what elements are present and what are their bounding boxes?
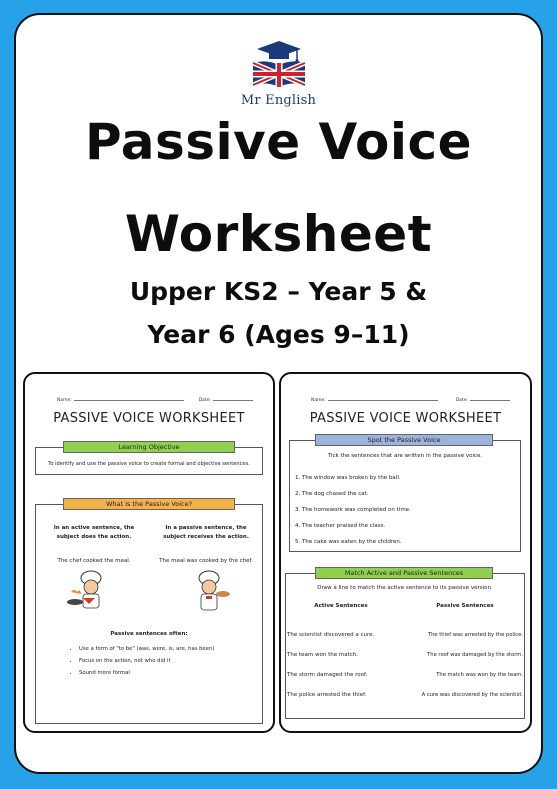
date-label: Date: xyxy=(198,398,211,403)
objective-tag: Learning Objective xyxy=(63,441,235,453)
list-item: 3. The homework was completed on time. xyxy=(295,507,411,513)
title-line-2: Worksheet xyxy=(124,205,433,263)
left-worksheet-preview xyxy=(23,372,275,733)
passive-list xyxy=(403,625,523,705)
right-worksheet-preview xyxy=(279,372,532,733)
list-item: 2. The dog chased the cat. xyxy=(295,491,369,497)
name-date-row xyxy=(281,374,530,403)
list-item: • Sound more formal xyxy=(79,667,214,679)
subtitle-line-2: Year 6 (Ages 9–11) xyxy=(147,320,410,349)
brand-logo xyxy=(16,39,541,108)
list-item: 4. The teacher praised the class. xyxy=(295,523,386,529)
title-line-1: Passive Voice xyxy=(84,113,473,171)
objective-text: To identify and use the passive voice to create formal and objective sentences. xyxy=(48,461,250,467)
name-label: Name: xyxy=(311,398,326,403)
list-item: The match was won by the team. xyxy=(436,672,523,678)
list-item: The team won the match. xyxy=(287,652,359,658)
mortarboard-flag-icon xyxy=(249,39,309,91)
active-desc-line-2: subject does the action. xyxy=(56,534,132,540)
list-item: 1. The window was broken by the ball. xyxy=(295,475,401,481)
list-item: The storm damaged the roof. xyxy=(287,672,368,678)
passive-example: The meal was cooked by the chef. xyxy=(159,558,253,564)
spot-instruction: Tick the sentences that are written in the passive voice. xyxy=(327,453,483,459)
list-item: • Focus on the action, not who did it xyxy=(79,655,214,667)
worksheet-heading: PASSIVE VOICE WORKSHEET xyxy=(53,411,245,426)
worksheet-heading: PASSIVE VOICE WORKSHEET xyxy=(309,411,502,426)
list-item: The police arrested the thief. xyxy=(287,692,367,698)
list-item: The thief was arrested by the police. xyxy=(427,632,523,638)
date-label: Date: xyxy=(455,398,468,403)
active-desc-line-1: In an active sentence, the xyxy=(53,525,135,531)
name-date-row xyxy=(25,374,273,403)
list-item: 5. The cake was eaten by the children. xyxy=(295,539,402,545)
spot-tag: Spot the Passive Voice xyxy=(315,434,493,446)
list-item: The roof was damaged by the storm. xyxy=(427,652,523,658)
chef-cooking-icon xyxy=(67,570,117,612)
passive-header: Passive Sentences xyxy=(436,603,494,609)
often-heading: Passive sentences often: xyxy=(110,631,188,637)
list-item: A cure was discovered by the scientist. xyxy=(421,692,523,698)
passive-description xyxy=(151,524,261,542)
whatis-tag: What Is the Passive Voice? xyxy=(63,498,235,510)
match-instruction: Draw a line to match the active sentence to its passive version. xyxy=(317,585,493,591)
often-list xyxy=(69,643,214,679)
list-item: The scientist discovered a cure. xyxy=(287,632,375,638)
chef-serving-icon xyxy=(187,570,231,612)
passive-desc-line-1: In a passive sentence, the xyxy=(165,525,247,531)
match-tag: Match Active and Passive Sentences xyxy=(315,567,493,579)
list-item: • Use a form of "to be" (was, were, is, are, has been) xyxy=(79,643,214,655)
active-example: The chef cooked the meal. xyxy=(57,558,131,564)
name-label: Name: xyxy=(57,398,72,403)
active-description xyxy=(39,524,149,542)
active-list xyxy=(287,625,403,705)
passive-desc-line-2: subject receives the action. xyxy=(163,534,249,540)
active-header: Active Sentences xyxy=(314,603,368,609)
brand-name: Mr English xyxy=(240,93,317,108)
subtitle-line-1: Upper KS2 – Year 5 & xyxy=(129,277,428,306)
spot-list xyxy=(295,470,411,550)
